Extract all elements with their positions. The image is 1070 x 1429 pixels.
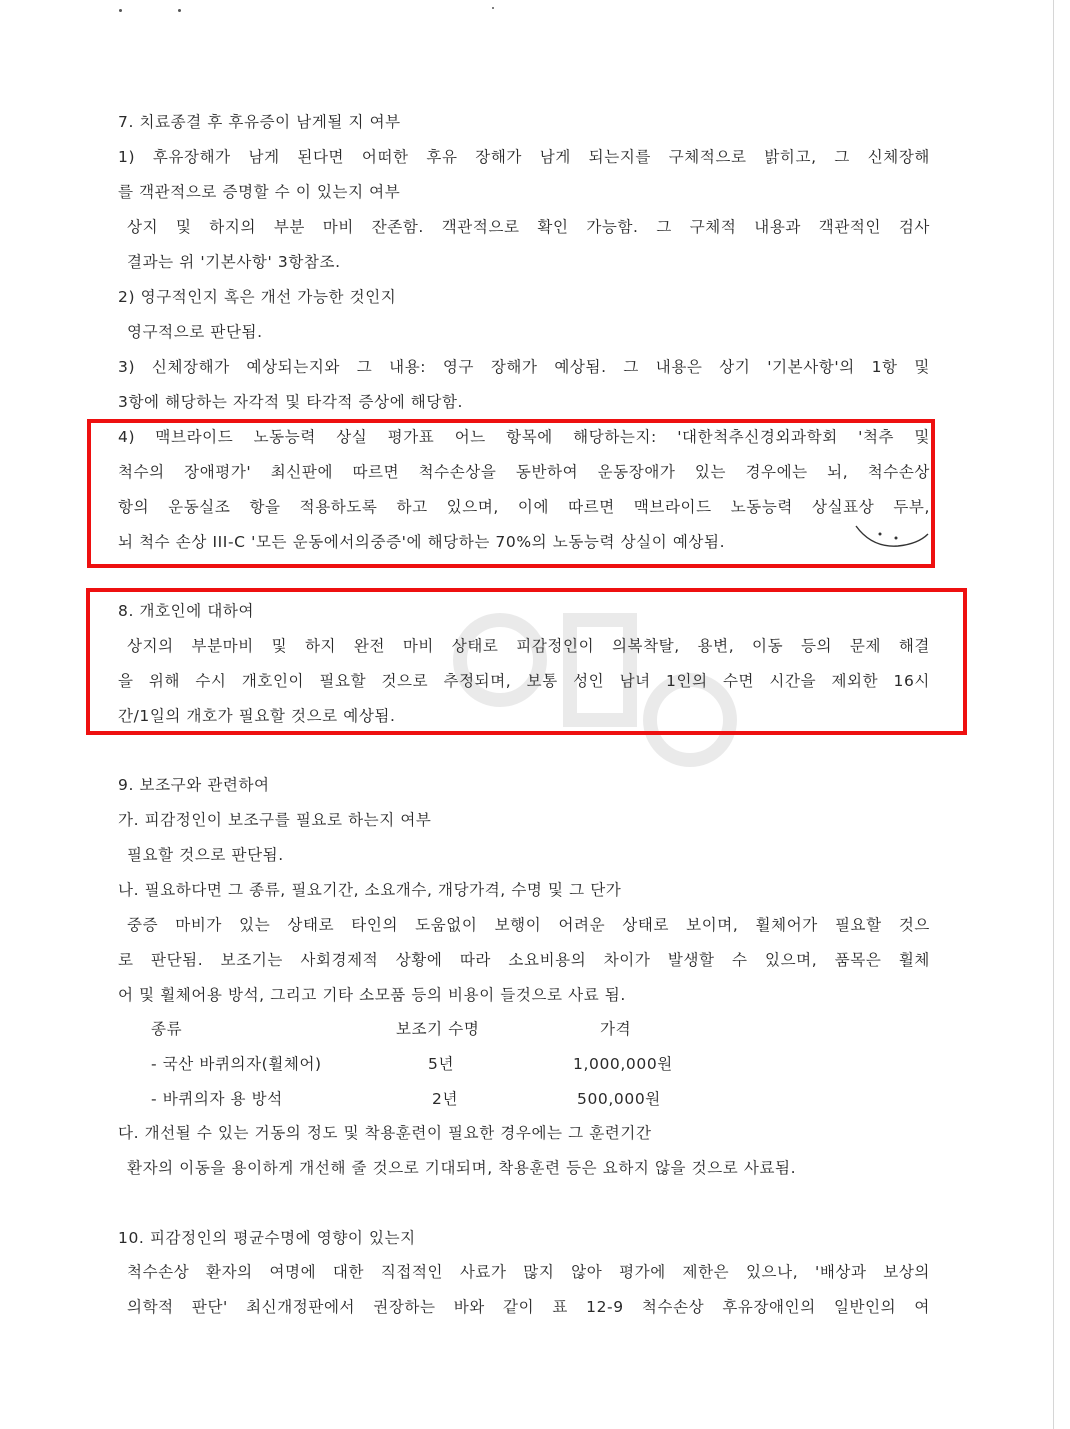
table-header-type: 종류 <box>151 1020 183 1038</box>
section-8-line1: 상지의 부분마비 및 하지 완전 마비 상태로 피감정인이 의복착탈, 용변, 이동 등의 문제 해결 <box>127 637 930 655</box>
section-10-title: 10. 피감정인의 평균수명에 영향이 있는지 <box>118 1229 416 1247</box>
section-8-line3: 간/1일의 개호가 필요할 것으로 예상됨. <box>118 707 396 725</box>
section-10-line2: 의학적 판단' 최신개정판에서 권장하는 바와 같이 표 12-9 척수손상 후유장애인의 일반인의 여 <box>127 1298 930 1316</box>
table-header-price: 가격 <box>600 1020 632 1038</box>
table-row-2-type: - 바퀴의자 용 방석 <box>151 1090 283 1108</box>
table-row-2-lifespan: 2년 <box>432 1090 459 1108</box>
section-7-a1-line2: 결과는 위 '기본사항' 3항참조. <box>127 253 341 271</box>
section-7-title: 7. 치료종결 후 후유증이 남게될 지 여부 <box>118 113 401 131</box>
scan-speck <box>178 9 181 12</box>
page-edge-line <box>1053 0 1054 1429</box>
section-9-ga-question: 가. 피감정인이 보조구를 필요로 하는지 여부 <box>118 811 432 829</box>
section-7-q4-line3: 항의 운동실조 항을 적용하도록 하고 있으며, 이에 따르면 맥브라이드 노동능력 상실표상 두부, <box>118 498 930 516</box>
section-9-na-line2: 로 판단됨. 보조기는 사회경제적 상황에 따라 소요비용의 차이가 발생할 수 있으며, 품목은 휠체 <box>118 951 930 969</box>
section-9-na-question: 나. 필요하다면 그 종류, 필요기간, 소요개수, 개당가격, 수명 및 그 단가 <box>118 881 622 899</box>
section-7-q4-line1: 4) 맥브라이드 노동능력 상실 평가표 어느 항목에 해당하는지: '대한척추신경외과학회 '척추 및 <box>118 428 930 446</box>
table-header-lifespan: 보조기 수명 <box>396 1020 480 1038</box>
section-9-da-answer: 환자의 이동을 용이하게 개선해 줄 것으로 기대되며, 착용훈련 등은 요하지 않을 것으로 사료됨. <box>127 1159 797 1177</box>
section-10-line1: 척수손상 환자의 여명에 대한 직접적인 사료가 많지 않아 평가에 제한은 있으나, '배상과 보상의 <box>127 1263 930 1281</box>
table-row-2-price: 500,000원 <box>577 1090 661 1108</box>
scan-speck <box>492 7 494 9</box>
table-row-1-lifespan: 5년 <box>428 1055 455 1073</box>
section-9-da-question: 다. 개선될 수 있는 거동의 정도 및 착용훈련이 필요한 경우에는 그 훈련기간 <box>118 1124 652 1142</box>
section-7-q1-line2: 를 객관적으로 증명할 수 이 있는지 여부 <box>118 183 401 201</box>
scan-speck <box>119 9 122 12</box>
section-7-q3-line1: 3) 신체장해가 예상되는지와 그 내용: 영구 장해가 예상됨. 그 내용은 상기 '기본사항'의 1항 및 <box>118 358 930 376</box>
section-7-a2: 영구적으로 판단됨. <box>127 323 263 341</box>
section-7-a1-line1: 상지 및 하지의 부분 마비 잔존함. 객관적으로 확인 가능함. 그 구체적 내용과 객관적인 검사 <box>127 218 930 236</box>
section-9-na-line3: 어 및 휠체어용 방석, 그리고 기타 소모품 등의 비용이 들것으로 사료 됨. <box>118 986 626 1004</box>
table-row-1-price: 1,000,000원 <box>573 1055 673 1073</box>
section-9-title: 9. 보조구와 관련하여 <box>118 776 270 794</box>
handwritten-mark <box>852 520 932 554</box>
table-row-1-type: - 국산 바퀴의자(휠체어) <box>151 1055 322 1073</box>
section-7-q4-line4: 뇌 척수 손상 III-C '모든 운동에서의중증'에 해당하는 70%의 노동능력 상실이 예상됨. <box>118 533 726 551</box>
section-7-q2: 2) 영구적인지 혹은 개선 가능한 것인지 <box>118 288 397 306</box>
section-8-title: 8. 개호인에 대하여 <box>118 602 255 620</box>
section-9-ga-answer: 필요할 것으로 판단됨. <box>127 846 284 864</box>
section-9-na-line1: 중증 마비가 있는 상태로 타인의 도움없이 보행이 어려운 상태로 보이며, 휠체어가 필요할 것으 <box>127 916 930 934</box>
section-8-line2: 을 위해 수시 개호인이 필요할 것으로 추정되며, 보통 성인 남녀 1인의 수면 시간을 제외한 16시 <box>118 672 930 690</box>
section-7-q4-line2: 척수의 장애평가' 최신판에 따르면 척수손상을 동반하여 운동장애가 있는 경우에는 뇌, 척수손상 <box>118 463 930 481</box>
section-7-q1-line1: 1) 후유장해가 남게 된다면 어떠한 후유 장해가 남게 되는지를 구체적으로 밝히고, 그 신체장해 <box>118 148 930 166</box>
section-7-q3-line2: 3항에 해당하는 자각적 및 타각적 증상에 해당함. <box>118 393 464 411</box>
